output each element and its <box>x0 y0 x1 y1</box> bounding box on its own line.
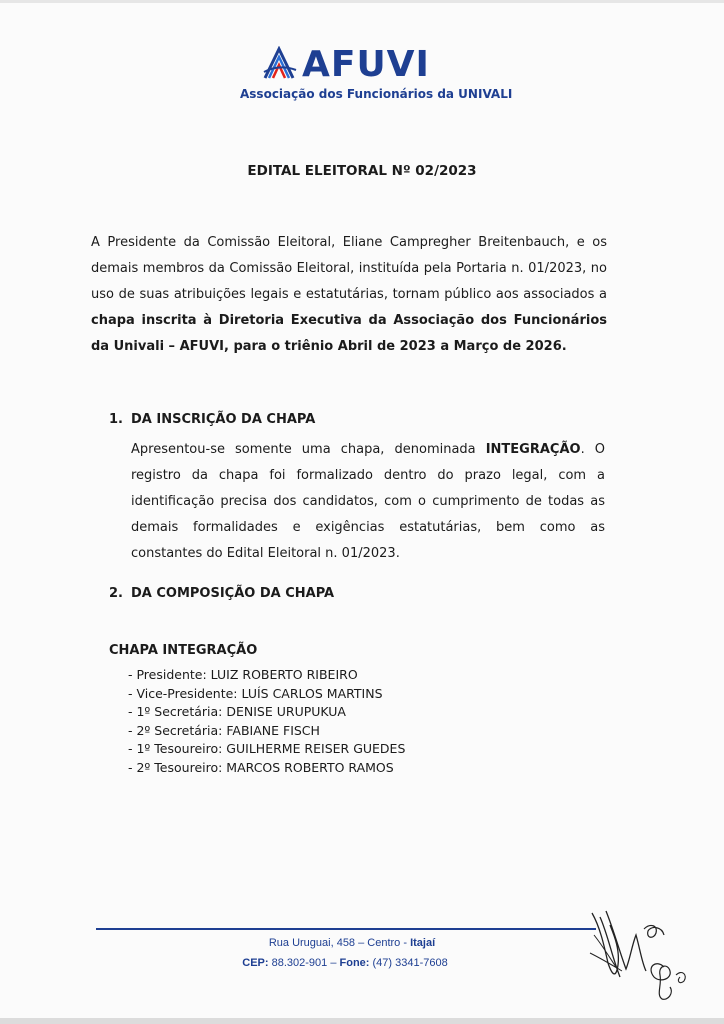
footer-phone-label: Fone: <box>339 957 370 969</box>
afuvi-logo <box>262 46 462 86</box>
section-1-number: 1. <box>109 412 123 427</box>
intro-text: A Presidente da Comissão Eleitoral, Eliane Campregher Breitenbauch, e os demais membros da Comissão Eleitoral, instituída pela Portaria n. 01/2023, no uso de suas atribuições legais e estatutárias, tornam público aos associados a <box>91 235 607 302</box>
afuvi-emblem-icon <box>262 46 298 80</box>
intro-paragraph <box>91 230 607 360</box>
section-1-text-end: . O registro da chapa foi formalizado dentro do prazo legal, com a identificação precisa dos candidatos, com o cumprimento de todas as demais formalidades e exigências estatutárias, bem como as constantes do Edital Eleitoral n. 01/2023. <box>131 442 605 561</box>
footer-phone-value: (47) 3341-7608 <box>369 957 448 969</box>
footer-city: Itajaí <box>410 937 436 949</box>
logo-wordmark: AFUVI <box>302 44 430 85</box>
section-1-body <box>131 437 605 567</box>
footer-cep-label: CEP: <box>242 957 269 969</box>
member-vice-president: - Vice-Presidente: LUÍS CARLOS MARTINS <box>128 685 383 701</box>
handwritten-signature-icon <box>586 905 706 1005</box>
member-list <box>128 666 405 778</box>
member-first-secretary: - 1º Secretária: DENISE URUPUKUA <box>128 704 346 720</box>
scan-edge-bottom <box>0 1018 724 1024</box>
document-title: EDITAL ELEITORAL Nº 02/2023 <box>247 163 477 179</box>
logo-subtitle: Associação dos Funcionários da UNIVALI <box>240 87 513 101</box>
section-2-title: DA COMPOSIÇÃO DA CHAPA <box>131 586 335 601</box>
section-2-number: 2. <box>109 586 123 601</box>
member-second-secretary: - 2º Secretária: FABIANE FISCH <box>128 722 320 738</box>
footer-divider <box>96 928 596 930</box>
section-1-title: DA INSCRIÇÃO DA CHAPA <box>131 412 316 427</box>
section-1-heading <box>109 412 315 427</box>
section-1-chapa-name: INTEGRAÇÃO <box>485 442 581 457</box>
section-2-heading <box>109 586 334 601</box>
member-first-treasurer: - 1º Tesoureiro: GUILHERME REISER GUEDES <box>128 741 406 757</box>
footer-street: Rua Uruguai, 458 – Centro - <box>268 937 411 949</box>
chapa-title: CHAPA INTEGRAÇÃO <box>109 643 258 658</box>
scan-edge-top <box>0 0 724 3</box>
member-second-treasurer: - 2º Tesoureiro: MARCOS ROBERTO RAMOS <box>128 759 394 775</box>
intro-text-bold: chapa inscrita à Diretoria Executiva da Associação dos Funcionários da Univali – AFUVI, para o triênio Abril de 2023 a Março de 2026. <box>91 313 607 354</box>
member-president: - Presidente: LUIZ ROBERTO RIBEIRO <box>128 667 358 682</box>
section-1-text-start: Apresentou-se somente uma chapa, denominada <box>131 442 486 457</box>
footer-cep-value: 88.302-901 – <box>268 957 340 969</box>
